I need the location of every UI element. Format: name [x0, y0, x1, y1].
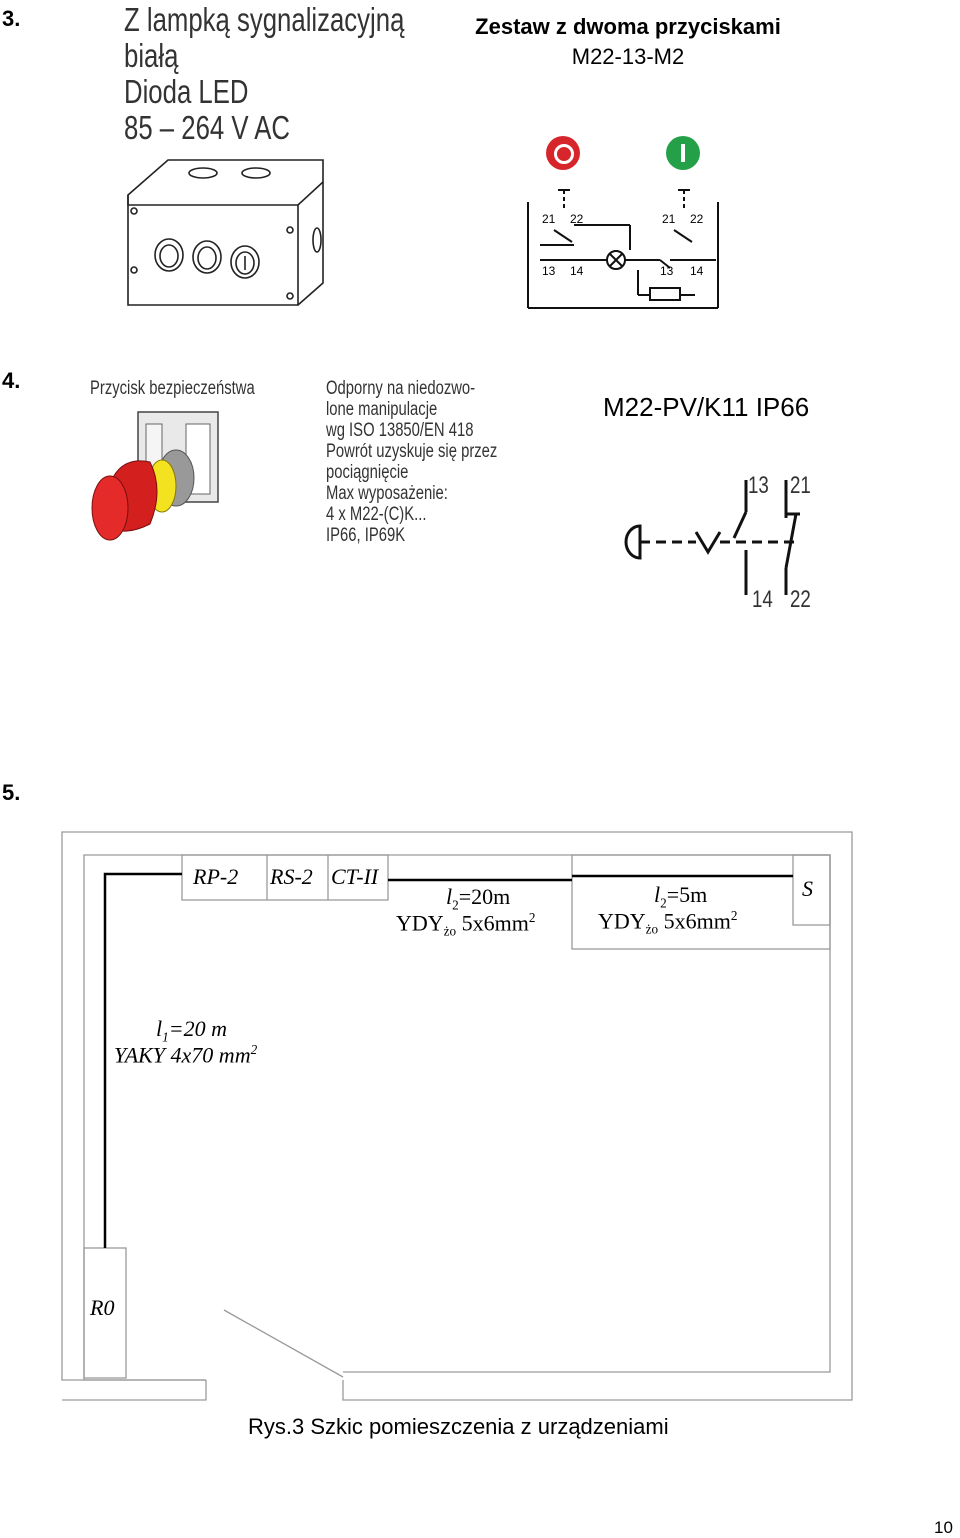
terminal-label: 22 — [690, 212, 704, 226]
cable-1-length: $l_2=20m$ — [446, 884, 511, 913]
emergency-stop-photo — [88, 400, 228, 550]
safety-desc-line: 4 x M22-(C)K... — [326, 504, 427, 525]
cable-1-type: $YDY_{żo}$ $5x6mm^2$ — [396, 910, 536, 939]
safety-desc-line: lone manipulacje — [326, 399, 438, 420]
terminal-label: 14 — [690, 264, 704, 278]
terminal-label: 21 — [662, 212, 676, 226]
safety-button-schematic — [626, 470, 826, 620]
terminal-label: 14 — [752, 586, 773, 613]
safety-desc-line: Max wyposażenie: — [326, 483, 448, 504]
cable-3-length: $l_1=20$ m — [156, 1016, 227, 1045]
terminal-label: 22 — [790, 586, 811, 613]
lamp-desc-line: białą — [124, 37, 179, 74]
safety-model: M22-PV/K11 IP66 — [603, 392, 810, 422]
lamp-desc-line: Dioda LED — [124, 73, 249, 110]
terminal-label: 22 — [570, 212, 584, 226]
section-3-number: 3. — [2, 6, 21, 31]
two-button-schematic — [520, 130, 726, 310]
signal-lamp-box-photo — [108, 0, 405, 315]
figure-caption: Rys.3 Szkic pomieszczenia z urządzeniami — [248, 1414, 669, 1439]
safety-desc-line: Odporny na niedozwo- — [326, 378, 476, 399]
safety-desc-line: wg ISO 13850/EN 418 — [326, 420, 474, 441]
lamp-desc-line: 85 – 264 V AC — [124, 109, 291, 146]
cable-2-length: $l_2=5m$ — [654, 882, 708, 911]
section-5-number: 5. — [2, 780, 21, 805]
set-model: M22-13-M2 — [571, 44, 685, 69]
safety-button-caption: Przycisk bezpieczeństwa — [90, 378, 255, 399]
terminal-label: 21 — [790, 472, 811, 499]
s-label: S — [802, 876, 813, 901]
section-4-number: 4. — [2, 368, 21, 393]
safety-desc-line: Powrót uzyskuje się przez — [326, 441, 498, 462]
terminal-label: 13 — [660, 264, 674, 278]
terminal-label: 21 — [542, 212, 556, 226]
page-number: 10 — [934, 1518, 953, 1537]
safety-desc-line: IP66, IP69K — [326, 525, 406, 546]
terminal-label: 13 — [542, 264, 556, 278]
safety-desc-line: pociągnięcie — [326, 462, 409, 483]
lamp-desc-line: Z lampką sygnalizacyjną — [124, 1, 405, 38]
cable-2-type: $YDY_{żo}$ $5x6mm^2$ — [598, 908, 738, 937]
r0-label: R0 — [90, 1295, 115, 1320]
room-sketch — [62, 832, 852, 1400]
set-title: Zestaw z dwoma przyciskami — [475, 14, 781, 39]
enclosure-drawing — [108, 0, 378, 315]
rp-2-label: RP-2 — [193, 864, 239, 889]
safety-description — [326, 378, 497, 546]
ct-ii-label: CT-II — [331, 864, 379, 889]
rs-2-label: RS-2 — [270, 864, 313, 889]
terminal-label: 14 — [570, 264, 584, 278]
cable-3-type: YAKY 4x70 $mm^2$ — [114, 1042, 258, 1068]
terminal-label: 13 — [748, 472, 769, 499]
emergency-stop-drawing — [88, 400, 228, 550]
